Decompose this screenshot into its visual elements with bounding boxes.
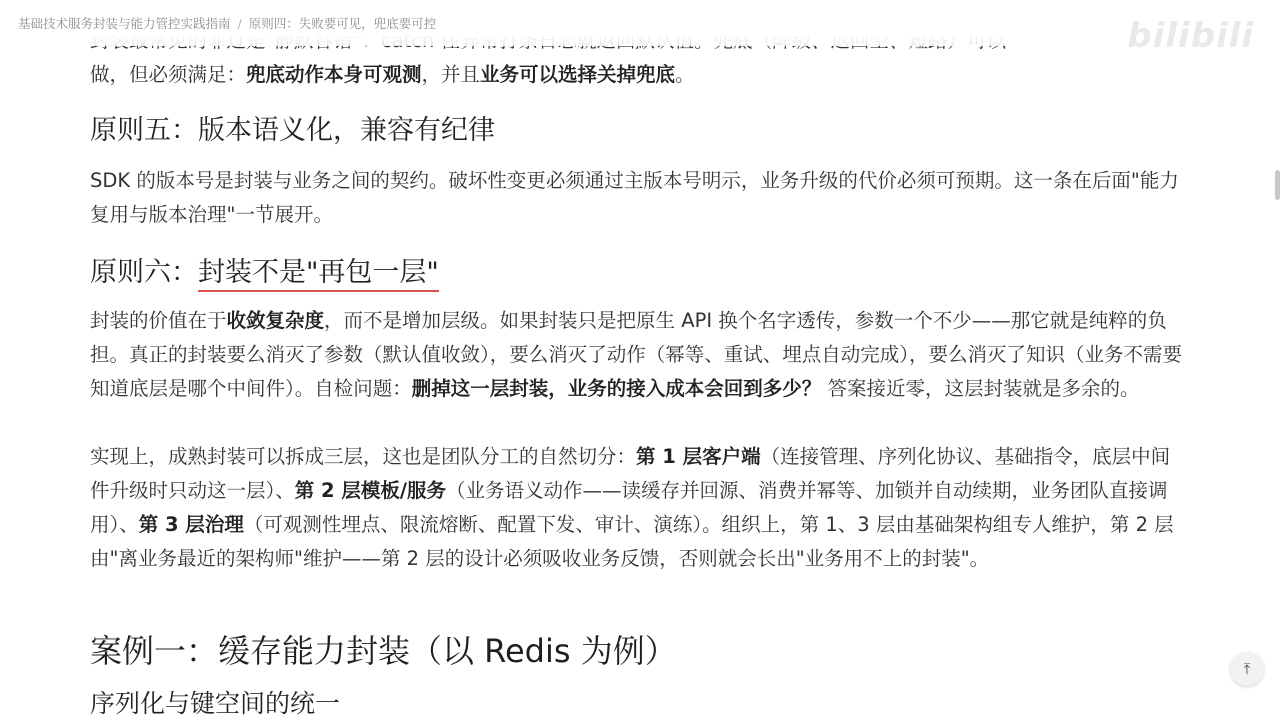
heading-serialization: 序列化与键空间的统一	[90, 689, 341, 718]
breadcrumb	[18, 14, 436, 32]
paragraph-fallback: 做，但必须满足：兜底动作本身可观测，并且业务可以选择关掉兜底。	[90, 63, 695, 86]
breadcrumb-separator: /	[237, 16, 242, 31]
bold-text: 兜底动作本身可观测	[246, 63, 422, 86]
breadcrumb-root[interactable]: 基础技术服务封装与能力管控实践指南	[18, 16, 231, 31]
bold-text: 第 3 层治理	[138, 513, 244, 536]
bold-text: 第 1 层客户端	[636, 445, 761, 468]
top-bar	[0, 0, 1280, 46]
breadcrumb-current[interactable]: 原则四：失败要可见，兜底要可控	[248, 16, 437, 31]
paragraph-three-layers: 实现上，成熟封装可以拆成三层，这也是团队分工的自然切分：第 1 层客户端（连接管理、序列化协议、基础指令，底层中间件升级时只动这一层）、第 2 层模板/服务（业务语义动作——读缓存并回源、消费并幂等、加锁并自动续期，业务团队直接调用）、第 3 层治理（可观测性埋点、限流熔断、配置下发、审计、演练）。组织上，第 1、3 层由基础架构组专人维护，第 2 层由"离业务最近的架构师"维护——第 2 层的设计必须吸收业务反馈，否则就会长出"业务用不上的封装"。	[90, 445, 1174, 570]
paragraph-principle-6: 封装的价值在于收敛复杂度，而不是增加层级。如果封装只是把原生 API 换个名字透传，参数一个不少——那它就是纯粹的负担。真正的封装要么消灭了参数（默认值收敛），要么消灭了动作（幂等、重试、埋点自动完成），要么消灭了知识（业务不需要知道底层是哪个中间件）。自检问题：删掉这一层封装，业务的接入成本会回到多少？ 答案接近零，这层封装就是多余的。	[90, 309, 1183, 400]
heading-principle-6: 原则六：封装不是"再包一层"	[90, 250, 439, 289]
watermark-logo: bilibili	[1127, 16, 1254, 56]
bold-text: 第 2 层模板/服务	[294, 479, 447, 502]
back-to-top-button[interactable]	[1230, 652, 1264, 686]
bold-text: 业务可以选择关掉兜底	[480, 63, 676, 86]
underlined-heading-text: 封装不是"再包一层"	[198, 257, 439, 292]
heading-case-1: 案例一：缓存能力封装（以 Redis 为例）	[90, 632, 677, 670]
paragraph-principle-5: SDK 的版本号是封装与业务之间的契约。破坏性变更必须通过主版本号明示，业务升级的代价必须可预期。这一条在后面"能力复用与版本治理"一节展开。	[90, 169, 1179, 226]
scrollbar-thumb[interactable]	[1275, 170, 1280, 200]
heading-principle-5: 原则五：版本语义化，兼容有纪律	[90, 115, 495, 146]
arrow-up-icon: ⤒	[1243, 660, 1251, 678]
bold-text: 删掉这一层封装，业务的接入成本会回到多少？	[411, 377, 822, 400]
bold-text: 收敛复杂度	[226, 309, 325, 332]
